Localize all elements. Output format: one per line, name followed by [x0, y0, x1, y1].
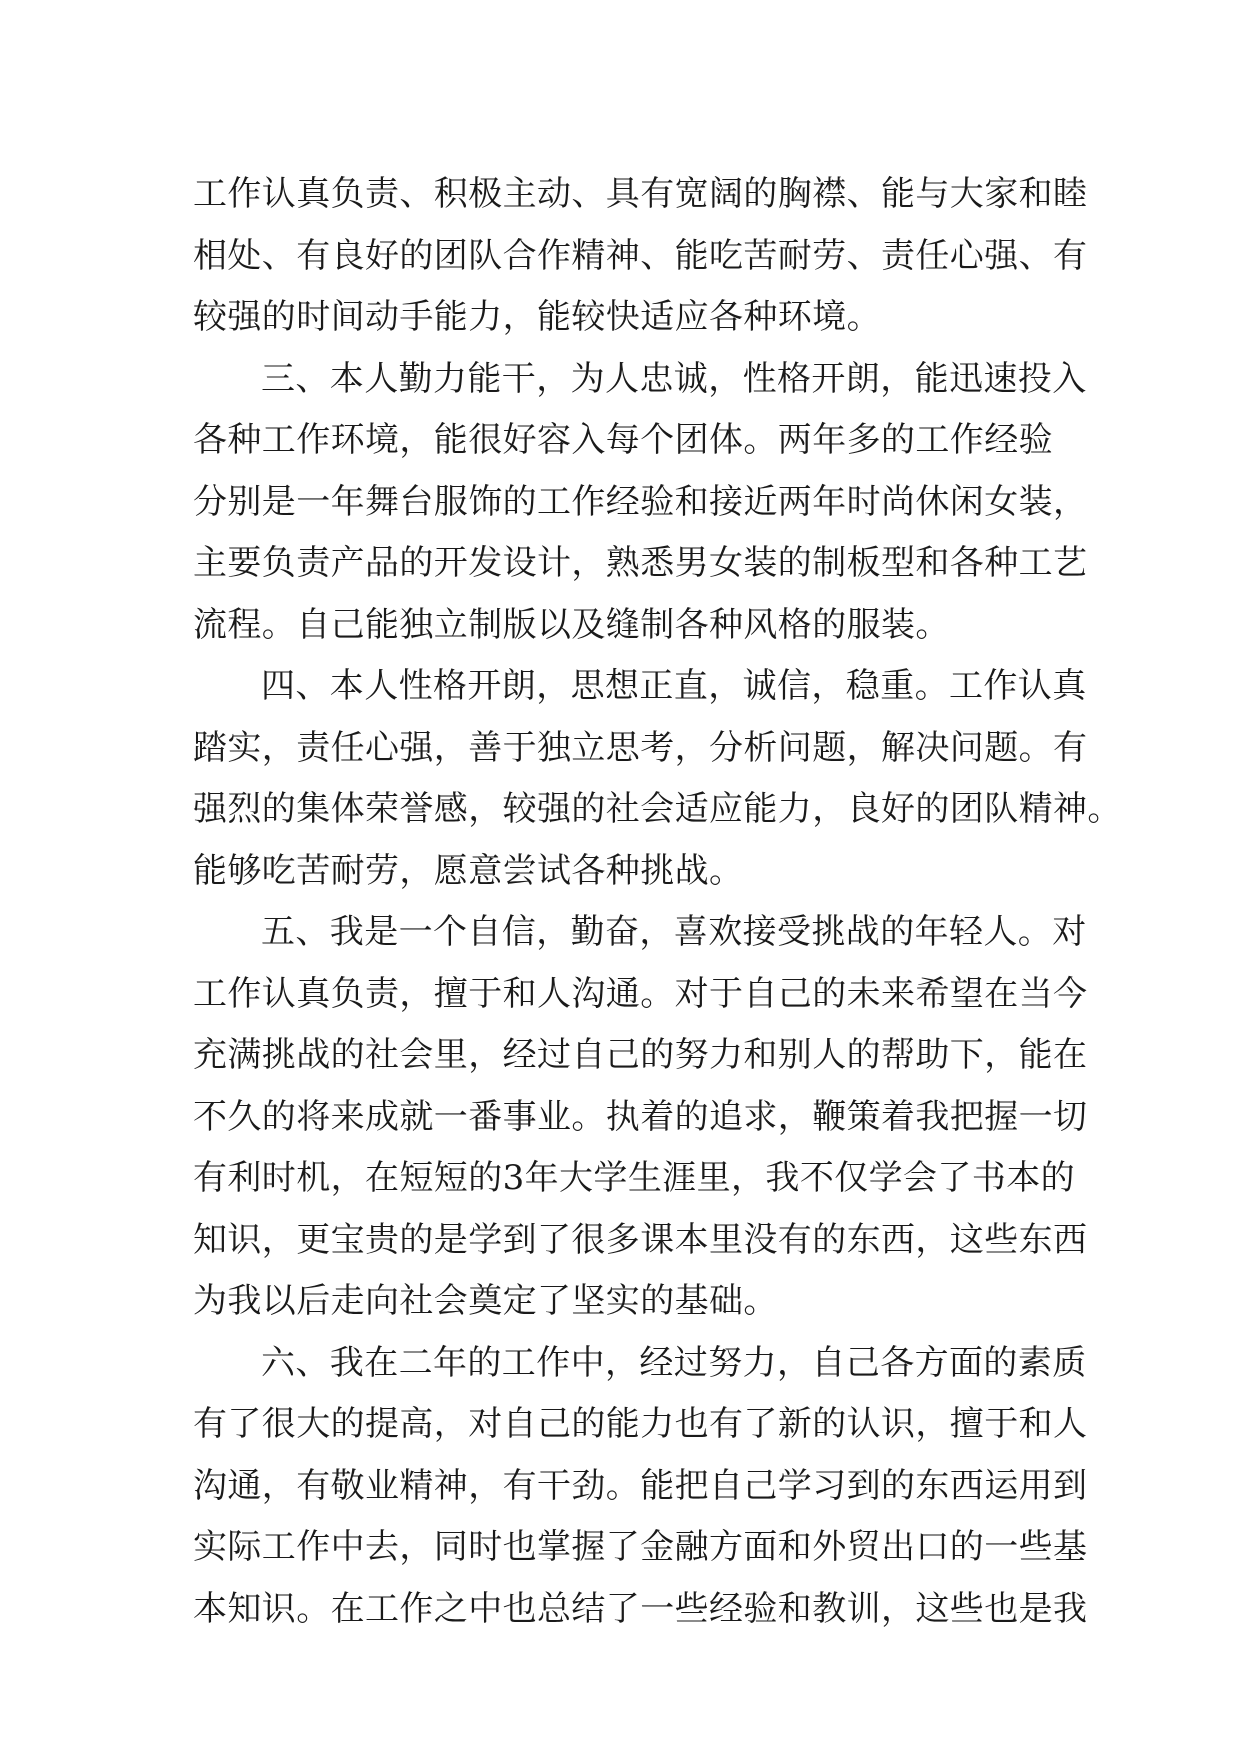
- paragraph-first-line: 四、本人性格开朗，思想正直，诚信，稳重。工作认真: [261, 666, 1087, 706]
- text-line: 沟通，有敬业精神，有干劲。能把自己学习到的东西运用到: [193, 1465, 1088, 1506]
- text-line: 实际工作中去，同时也掌握了金融方面和外贸出口的一些基: [193, 1527, 1088, 1567]
- text-line: 踏实，责任心强，善于独立思考，分析问题，解决问题。有: [193, 727, 1088, 768]
- text-line: 有了很大的提高，对自己的能力也有了新的认识，擅于和人: [193, 1404, 1088, 1444]
- text-line: 相处、有良好的团队合作精神、能吃苦耐劳、责任心强、有: [193, 235, 1088, 276]
- document-body: [193, 164, 1122, 1640]
- text-line: 各种工作环境，能很好容入每个团体。两年多的工作经验: [193, 420, 1053, 460]
- text-line: 较强的时间动手能力，能较快适应各种环境。: [193, 297, 881, 337]
- text-line: 强烈的集体荣誉感，较强的社会适应能力，良好的团队精神。: [193, 789, 1122, 829]
- paragraph-first-line: 五、我是一个自信，勤奋，喜欢接受挑战的年轻人。对: [261, 912, 1087, 952]
- text-line: 知识，更宝贵的是学到了很多课本里没有的东西，这些东西: [193, 1219, 1088, 1260]
- text-line: 工作认真负责，擅于和人沟通。对于自己的未来希望在当今: [193, 973, 1088, 1014]
- paragraph-first-line: 六、我在二年的工作中，经过努力，自己各方面的素质: [261, 1342, 1087, 1383]
- text-line: 分别是一年舞台服饰的工作经验和接近两年时尚休闲女装，: [193, 481, 1088, 522]
- text-line: 本知识。在工作之中也总结了一些经验和教训，这些也是我: [193, 1588, 1088, 1629]
- text-line: 有利时机，在短短的3年大学生涯里，我不仅学会了书本的: [193, 1158, 1076, 1198]
- text-line: 主要负责产品的开发设计，熟悉男女装的制板型和各种工艺: [193, 543, 1088, 583]
- text-line: 不久的将来成就一番事业。执着的追求，鞭策着我把握一切: [193, 1096, 1088, 1137]
- text-line: 能够吃苦耐劳，愿意尝试各种挑战。: [193, 850, 744, 891]
- text-line: 流程。自己能独立制版以及缝制各种风格的服装。: [193, 604, 950, 645]
- text-line: 工作认真负责、积极主动、具有宽阔的胸襟、能与大家和睦: [193, 174, 1088, 214]
- text-line: 充满挑战的社会里，经过自己的努力和别人的帮助下，能在: [193, 1035, 1088, 1075]
- paragraph-first-line: 三、本人勤力能干，为人忠诚，性格开朗，能迅速投入: [261, 358, 1087, 399]
- text-line: 为我以后走向社会奠定了坚实的基础。: [193, 1281, 778, 1321]
